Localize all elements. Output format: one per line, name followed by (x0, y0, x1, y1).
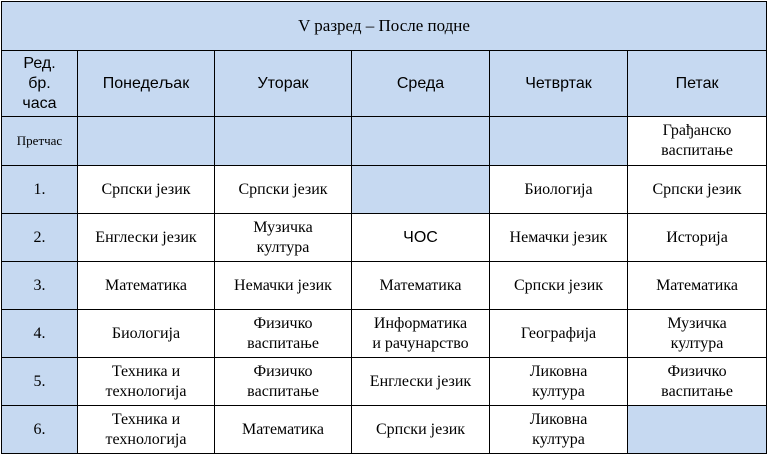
schedule-cell: Ликовна култура (490, 358, 628, 406)
row-label: 1. (2, 166, 78, 214)
schedule-cell: Математика (352, 262, 490, 310)
schedule-cell: Немачки језик (490, 214, 628, 262)
table-row (2, 262, 767, 310)
table-row (2, 166, 767, 214)
schedule-cell: Немачки језик (215, 262, 352, 310)
schedule-cell (215, 117, 352, 166)
schedule-cell: Српски језик (628, 166, 767, 214)
day-header-friday: Петак (628, 51, 767, 117)
schedule-cell: Музичка култура (628, 310, 767, 358)
schedule-cell: Математика (215, 406, 352, 454)
schedule-cell: Информатика и рачунарство (352, 310, 490, 358)
row-label: 5. (2, 358, 78, 406)
schedule-cell (78, 117, 215, 166)
schedule-cell: Музичка култура (215, 214, 352, 262)
table-row (2, 117, 767, 166)
table-row (2, 214, 767, 262)
schedule-cell: Српски језик (352, 406, 490, 454)
schedule-cell: Биологија (78, 310, 215, 358)
row-label: 6. (2, 406, 78, 454)
schedule-cell: Физичко вaспитање (215, 310, 352, 358)
schedule-cell: Српски језик (215, 166, 352, 214)
schedule-cell: ЧОС (352, 214, 490, 262)
day-header-tuesday: Уторак (215, 51, 352, 117)
day-header-wednesday: Среда (352, 51, 490, 117)
row-label: 2. (2, 214, 78, 262)
schedule-cell: Ликовна култура (490, 406, 628, 454)
schedule-table (1, 1, 767, 454)
row-label: 3. (2, 262, 78, 310)
schedule-cell: Техника и технологија (78, 358, 215, 406)
day-header-monday: Понедељак (78, 51, 215, 117)
table-row (2, 358, 767, 406)
schedule-cell: Енглески језик (352, 358, 490, 406)
row-label: Претчас (2, 117, 78, 166)
table-title: V разред – После подне (2, 2, 767, 51)
schedule-cell: Физичко вaспитање (628, 358, 767, 406)
schedule-cell: Грађанско вaспитање (628, 117, 767, 166)
day-header-thursday: Четвртак (490, 51, 628, 117)
schedule-cell: Физичко вaспитање (215, 358, 352, 406)
schedule-cell: Историја (628, 214, 767, 262)
schedule-cell (352, 117, 490, 166)
schedule-cell: Српски језик (78, 166, 215, 214)
schedule-cell (352, 166, 490, 214)
table-row (2, 310, 767, 358)
header-row (2, 51, 767, 117)
schedule-cell: Биологија (490, 166, 628, 214)
schedule-cell: Српски језик (490, 262, 628, 310)
schedule-cell: Математика (78, 262, 215, 310)
schedule-cell (490, 117, 628, 166)
schedule-cell (628, 406, 767, 454)
class-number-header: Ред. бр. часа (2, 51, 78, 117)
schedule-cell: Математика (628, 262, 767, 310)
schedule-cell: Географија (490, 310, 628, 358)
row-label: 4. (2, 310, 78, 358)
schedule-cell: Техника и технологија (78, 406, 215, 454)
table-row (2, 406, 767, 454)
title-row (2, 2, 767, 51)
schedule-cell: Енглески језик (78, 214, 215, 262)
